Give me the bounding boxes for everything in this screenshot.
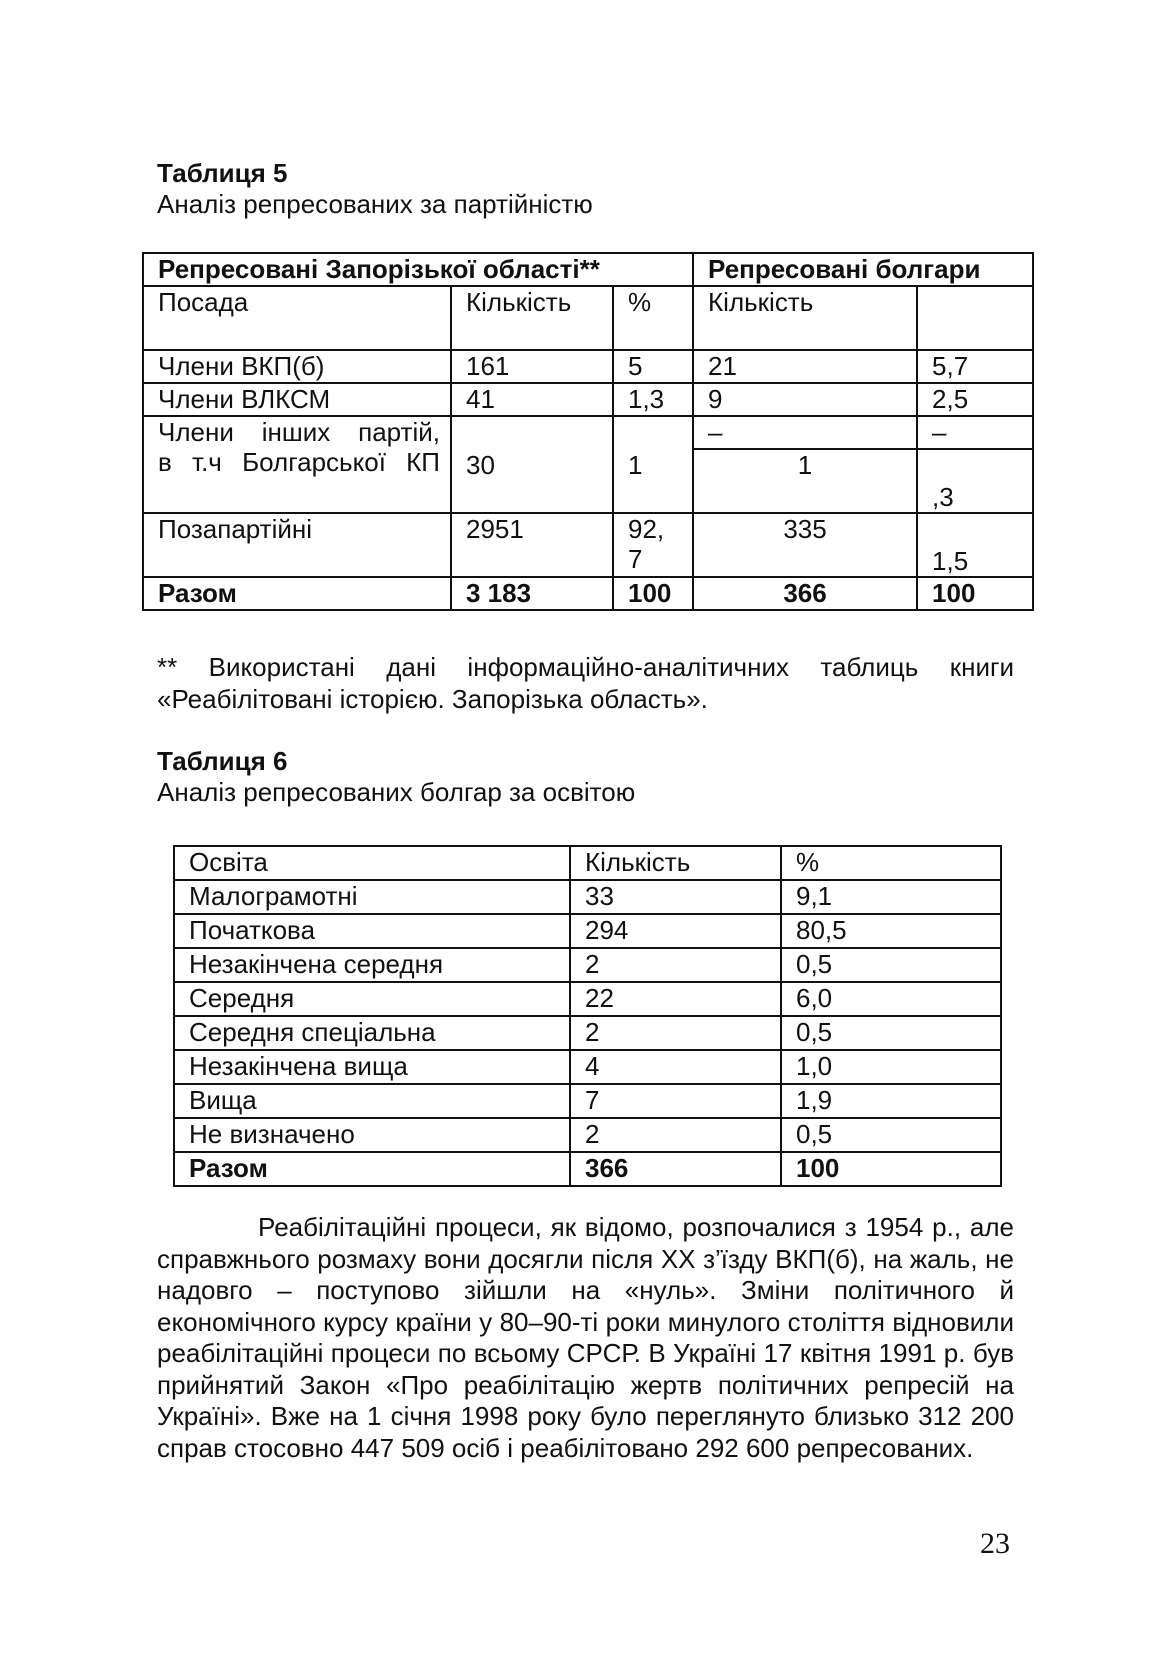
row-label	[143, 416, 451, 513]
table-row	[174, 880, 1001, 914]
cell-percent: 100	[613, 577, 693, 610]
table-row	[174, 982, 1001, 1016]
cell-kilkist: 30	[451, 416, 613, 513]
table5-col-kilkist-bulgarians: Кількість	[693, 286, 917, 350]
cell-percent: 80,5	[781, 914, 1001, 948]
row-label-line: в т.ч Болгарської КП	[158, 447, 440, 477]
row-label: Члени ВЛКСМ	[143, 383, 451, 416]
cell-percent-line: 92,	[628, 514, 665, 544]
cell-percent: 0,5	[781, 1118, 1001, 1152]
cell-kilkist: 2	[570, 948, 781, 982]
row-label: Вища	[174, 1084, 570, 1118]
footnote: ** Використані дані інформаційно-аналітичних таблиць книги «Реабілітовані історією. Запорізька область».	[157, 652, 1014, 714]
row-label: Малограмотні	[174, 880, 570, 914]
table6-subtitle: Аналіз репресованих болгар за освітою	[157, 777, 636, 807]
row-label: Не визначено	[174, 1118, 570, 1152]
cell-percent: 100	[781, 1152, 1001, 1186]
cell-kilkist: 41	[451, 383, 613, 416]
cell-percent: 1,9	[781, 1084, 1001, 1118]
cell-kilkist-bulgarians: 335	[693, 513, 917, 577]
row-label: Початкова	[174, 914, 570, 948]
table6-header-row	[174, 846, 1001, 880]
table6-col-kilkist: Кількість	[570, 846, 781, 880]
table5-title: Таблиця 5	[157, 158, 288, 188]
row-label: Позапартійні	[143, 513, 451, 577]
cell-kilkist-bulgarians: –	[693, 416, 917, 449]
cell-kilkist: 161	[451, 350, 613, 383]
cell-kilkist: 2951	[451, 513, 613, 577]
cell-kilkist: 294	[570, 914, 781, 948]
cell-kilkist: 7	[570, 1084, 781, 1118]
table6-col-osvita: Освіта	[174, 846, 570, 880]
cell-percent: 1	[613, 416, 693, 513]
cell-kilkist: 22	[570, 982, 781, 1016]
table6-col-percent: %	[781, 846, 1001, 880]
cell-kilkist-bulgarians: 21	[693, 350, 917, 383]
table6-title: Таблиця 6	[157, 746, 288, 776]
cell-percent: 9,1	[781, 880, 1001, 914]
cell-kilkist: 366	[570, 1152, 781, 1186]
cell-percent: 0,5	[781, 1016, 1001, 1050]
cell-percent: 6,0	[781, 982, 1001, 1016]
table5-group-header-row	[143, 253, 1033, 286]
table-row-other-parties	[143, 416, 1033, 449]
row-label: Разом	[174, 1152, 570, 1186]
cell-percent-bulgarians: –	[917, 416, 1033, 449]
cell-percent-bulgarians: 1,5	[917, 513, 1033, 577]
body-paragraph: Реабілітаційні процеси, як відомо, розпочалися з 1954 р., але справжнього розмаху вони досягли після ХХ з’їзду ВКП(б), на жаль, не надовго – поступово зійшли на «нуль». Зміни політичного й економічного курсу країни у 80–90-ті роки минулого століття відновили реабілітаційні процеси по всьому СРСР. В Україні 17 квітня 1991 р. був прийнятий Закон «Про реабілітацію жертв політичних репресій на Україні». Вже на 1 січня 1998 року було переглянуто близько 312 200 справ стосовно 447 509 осіб і реабілітовано 292 600 репресованих.	[157, 1212, 1014, 1463]
cell-percent-bulgarians: 5,7	[917, 350, 1033, 383]
table-row	[143, 350, 1033, 383]
row-label: Середня	[174, 982, 570, 1016]
table-row	[143, 513, 1033, 577]
table-row	[174, 1084, 1001, 1118]
row-label: Разом	[143, 577, 451, 610]
cell-percent: 1,3	[613, 383, 693, 416]
row-label: Члени ВКП(б)	[143, 350, 451, 383]
cell-kilkist-bulgarians: 1	[693, 449, 917, 513]
row-label-line: Члени інших партій,	[158, 417, 440, 447]
table-row	[174, 948, 1001, 982]
cell-kilkist: 2	[570, 1016, 781, 1050]
table-row-total	[174, 1152, 1001, 1186]
table5-col-percent-bulgarians	[917, 286, 1033, 350]
table-row	[174, 914, 1001, 948]
table5-col-posada: Посада	[143, 286, 451, 350]
table5-col-percent: %	[613, 286, 693, 350]
page-number: 23	[980, 1527, 1010, 1560]
row-label: Незакінчена вища	[174, 1050, 570, 1084]
cell-kilkist-bulgarians: 9	[693, 383, 917, 416]
cell-percent-bulgarians: 2,5	[917, 383, 1033, 416]
table5-col-kilkist: Кількість	[451, 286, 613, 350]
table5	[142, 252, 1034, 611]
row-label: Незакінчена середня	[174, 948, 570, 982]
table5-column-header-row	[143, 286, 1033, 350]
cell-kilkist: 3 183	[451, 577, 613, 610]
table6	[173, 845, 1002, 1187]
table-row	[174, 1118, 1001, 1152]
cell-kilkist: 4	[570, 1050, 781, 1084]
table5-subtitle: Аналіз репресованих за партійністю	[157, 189, 593, 219]
table-row	[174, 1050, 1001, 1084]
table-row	[143, 383, 1033, 416]
cell-percent: 0,5	[781, 948, 1001, 982]
cell-percent	[613, 513, 693, 577]
table-row	[174, 1016, 1001, 1050]
cell-kilkist: 2	[570, 1118, 781, 1152]
cell-kilkist-bulgarians: 366	[693, 577, 917, 610]
row-label: Середня спеціальна	[174, 1016, 570, 1050]
cell-percent-bulgarians: 100	[917, 577, 1033, 610]
table5-head-zaporizhzhia: Репресовані Запорізької області**	[143, 253, 693, 286]
cell-percent-line: 7	[628, 544, 643, 574]
cell-percent: 1,0	[781, 1050, 1001, 1084]
cell-percent: 5	[613, 350, 693, 383]
cell-percent-bulgarians: ,3	[917, 449, 1033, 513]
table5-head-bulgarians: Репресовані болгари	[693, 253, 1033, 286]
table-row-total	[143, 577, 1033, 610]
cell-kilkist: 33	[570, 880, 781, 914]
